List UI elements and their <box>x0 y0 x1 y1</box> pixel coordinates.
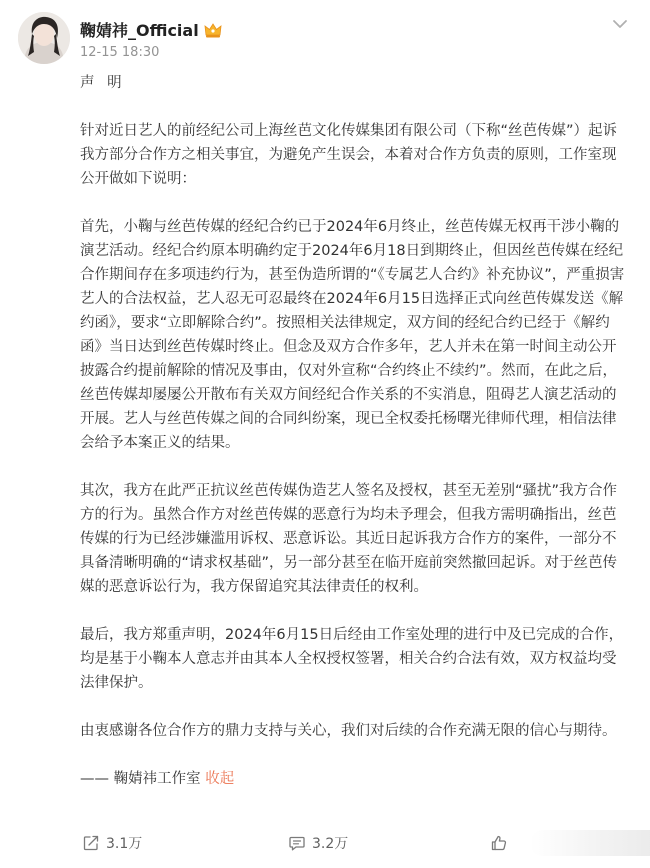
paragraph-second: 其次，我方在此严正抗议丝芭传媒伪造艺人签名及授权，甚至无差别“骚扰”我方合作方的行为。虽然合作方对丝芭传媒的恶意行为均未予理会，但我方需明确指出，丝芭传媒的行为已经涉嫌滥用诉权、恶意诉讼。其近日起诉我方合作方的案件，一部分不具备清晰明确的“请求权基础”，另一部分甚至在临开庭前突然撤回起诉。对于丝芭传媒的恶意诉讼行为，我方保留追究其法律责任的权利。 <box>80 483 618 595</box>
paragraph-first: 首先，小鞠与丝芭传媒的经纪合约已于2024年6月终止，丝芭传媒无权再干涉小鞠的演艺活动。经纪合约原本明确约定于2024年6月18日到期终止，但因丝芭传媒在经纪合作期间存在多项违约行为，甚至伪造所谓的“《专属艺人合约》补充协议”，严重损害艺人的合法权益，艺人忍无可忍最终在2024年6月15日选择正式向丝芭传媒发送《解约函》，要求“立即解除合约”。按照相关法律规定，双方间的经纪合约已经于《解约函》当日达到丝芭传媒时终止。但念及双方合作多年，艺人并未在第一时间主动公开披露合约提前解除的情况及事由，仅对外宣称“合约终止不续约”。然而，在此之后，丝芭传媒却屡屡公开散布有关双方间经纪合作关系的不实消息，阻碍艺人演艺活动的开展。艺人与丝芭传媒之间的合同纠纷案，现已全权委托杨曙光律师代理，相信法律会给予本案正义的结果。 <box>80 219 625 451</box>
post-actions <box>80 826 630 860</box>
comment-count: 3.2万 <box>312 836 349 852</box>
avatar-portrait-icon <box>18 12 70 64</box>
user-name[interactable] <box>80 18 223 41</box>
post-header <box>18 12 632 68</box>
chevron-down-icon[interactable] <box>608 12 632 36</box>
repost-icon <box>82 834 100 852</box>
vip-crown-icon <box>203 21 223 39</box>
repost-count: 3.1万 <box>106 836 143 852</box>
repost-button[interactable] <box>82 833 142 853</box>
signature-text: —— 鞠婧祎工作室 <box>80 771 201 787</box>
post-timestamp: 12-15 18:30 <box>80 45 160 60</box>
comment-icon <box>288 834 306 852</box>
like-icon <box>490 834 508 852</box>
avatar[interactable] <box>18 12 70 64</box>
statement-heading: 声 明 <box>80 75 126 91</box>
post-content <box>80 71 630 791</box>
collapse-link[interactable]: 收起 <box>205 771 235 787</box>
floating-overlay <box>530 830 650 856</box>
user-name-text: 鞠婧祎_Official <box>80 21 199 40</box>
paragraph-last: 最后，我方郑重声明，2024年6月15日后经由工作室处理的进行中及已完成的合作，均是基于小鞠本人意志并由其本人全权授权签署，相关合约合法有效，双方权益均受法律保护。 <box>80 627 624 691</box>
like-button[interactable] <box>490 834 508 852</box>
paragraph-intro: 针对近日艺人的前经纪公司上海丝芭文化传媒集团有限公司（下称“丝芭传媒”）起诉我方部分合作方之相关事宜，为避免产生误会，本着对合作方负责的原则，工作室现公开做如下说明： <box>80 123 618 187</box>
comment-button[interactable] <box>288 833 348 853</box>
signature-line <box>80 767 630 791</box>
paragraph-thanks: 由衷感谢各位合作方的鼎力支持与关心，我们对后续的合作充满无限的信心与期待。 <box>80 723 617 739</box>
